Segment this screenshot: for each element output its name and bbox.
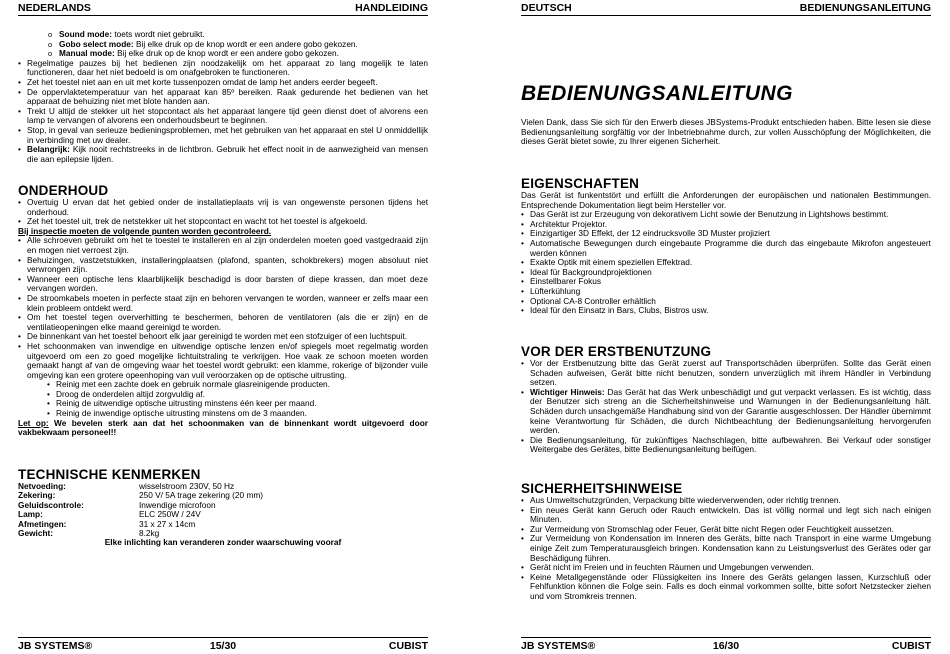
technische-section [18,467,428,548]
header-title: HANDLEIDING [355,2,428,14]
sicherheit-section [521,481,931,602]
spec-note: Elke inlichting kan veranderen zonder waarschuwing vooraf [104,537,342,548]
footer-product: CUBIST [388,640,428,652]
footer-page-number: 15/30 [209,640,237,652]
eigenschaften-section [521,176,931,316]
page-title: BEDIENUNGSANLEITUNG [521,82,794,105]
section-heading: VOR DER ERSTBENUTZUNG [521,344,712,359]
list-item: • Ein neues Gerät kann Geruch oder Rauch entwickeln. Das ist völlig normal und legt sich nach einigen Minuten. [521,506,931,525]
features-list [521,210,931,316]
onderhoud-list-a [18,198,428,227]
list-item: • Belangrijk: Kijk nooit rechtstreeks in de lichtbron. Gebruik het effect nooit in de aanwezigheid van mensen die aan epilepsie lijden. [18,145,428,164]
list-item: o Gobo select mode: Bij elke druk op de knop wordt er een andere gobo gekozen. [18,40,428,50]
list-item: • Optional CA-8 Controller erhältlich [521,297,931,307]
right-footer [521,637,931,653]
list-item: o Manual mode: Bij elke druk op de knop wordt er een andere gobo gekozen. [18,49,428,59]
list-item: • Behuizingen, vastzetstukken, installeringplaatsen (plafond, spanten, schokbrekers) mogen absoluut niet verwrongen zijn. [18,256,428,275]
list-item: • Wichtiger Hinweis: Das Gerät hat das Werk unbeschädigt und gut verpackt verlassen. Es ist wichtig, dass der Benutzer sich streng an die Sicherheitshinweise und Warnungen in der Bedienungsanleitung hält. Schäden durch unsachgemäße Handhabung sind von der Garantie ausgeschlossen. Der Händler übernimmt keine Verantwortung für Schäden, die durch Nichtbeachtung der Bedienungsanleitung hervorgerufen werden. [521,388,931,436]
left-header [18,1,428,16]
inspect-title: Bij inspectie moeten de volgende punten worden gecontroleerd. [18,225,272,236]
list-item: • Reinig met een zachte doek en gebruik normale glasreinigende producten. [18,380,428,390]
onderhoud-list-b [18,236,428,380]
list-item: • Overtuig U ervan dat het gebied onder de installatieplaats vrij is van ongewenste personen tijdens het onderhoud. [18,198,428,217]
list-item: • Zur Vermeidung von Kondensation im Inneren des Geräts, bitte nach Transport in eine warme Umgebung einige Zeit zum Temperaturausgleich bringen. Kondensation kann zu Leistungsverlust des Gerätes oder gar Beschädigung führen. [521,534,931,563]
table-row: Afmetingen: 31 x 27 x 14cm [18,518,196,529]
onderhoud-section [18,183,428,438]
list-item: • Droog de onderdelen altijd zorgvuldig af. [18,390,428,400]
list-item: • Zet het toestel niet aan en uit met korte tussenpozen omdat de lamp het anders eerder begeeft. [18,78,428,88]
right-header [521,1,931,16]
table-row: Netvoeding: wisselstroom 230V, 50 Hz [18,481,235,491]
list-item: • Het schoonmaken van inwendige en uitwendige optische lenzen en/of spiegels moet regelmatig worden uitgevoerd om een zo goed mogelijke lichtuitstraling te verkrijgen. Hoe vaak ze schoon moeten worden gemaakt hangt af van de omgeving waar het toestel wordt gebruikt: een klamme, rokerige of bijzonder vuile omgeving kan een grotere opeenhoping van vuil veroorzaken op de optische uitrusting. [18,342,428,380]
list-item: • Wanneer een optische lens klaarblijkelijk beschadigd is door barsten of diepe krassen, dan moet deze vervangen worden. [18,275,428,294]
section-heading: SICHERHEITSHINWEISE [521,481,683,496]
list-item: • Architektur Projektor. [521,220,931,230]
list-item: • Regelmatige pauzes bij het bedienen zijn noodzakelijk om het apparaat zo lang mogelijk te laten functioneren, daar het niet bedoeld is om onafgebroken te functioneren. [18,59,428,78]
section-heading: TECHNISCHE KENMERKEN [18,467,201,482]
list-item: • De oppervlaktetemperatuur van het apparaat kan 85º bereiken. Raak gedurende het bedienen van het apparaat de behuizing niet met blote handen aan. [18,88,428,107]
table-row: Lamp: ELC 250W / 24V [18,509,201,520]
left-top-section [18,30,428,164]
footer-product: CUBIST [891,640,931,652]
list-item: • Vor der Erstbenutzung bitte das Gerät zuerst auf Transportschäden überprüfen. Sollte das Gerät einen Schaden aufweisen, Gerät bitte nicht benutzen, sondern unverzüglich mit ihrem Händler in Verbindung setzen. [521,359,931,388]
right-page [521,0,931,654]
header-language: DEUTSCH [521,2,572,14]
section-heading: EIGENSCHAFTEN [521,176,640,191]
list-item: • Zet het toestel uit, trek de netstekker uit het stopcontact en wacht tot het toestel is afgekoeld. [18,217,428,227]
list-item: • De binnenkant van het toestel behoort elk jaar gereinigd te worden met een stofzuiger of een luchtspuit. [18,332,428,342]
list-item: • Die Bedienungsanleitung, für zukünftiges Nachschlagen, bitte aufbewahren. Bei Verkauf oder sonstiger Weitergabe des Gerätes, bitte Bedienungsanleitung beifügen. [521,436,931,455]
list-item: • Das Gerät ist zur Erzeugung von dekorativem Licht sowie der Benutzung in Lightshows bestimmt. [521,210,931,220]
header-title: BEDIENUNGSANLEITUNG [799,2,931,14]
usage-bullet-list [18,59,428,165]
intro-paragraph: Vielen Dank, dass Sie sich für den Erwerb dieses JBSystems-Produkt entschieden haben. Bitte lesen sie diese Bedienungsanleitung sorgfältig vor der Inbetriebnahme durch, zur vollen Ausschöpfung der Möglichkeiten, die dieses Gerät bietet sowie, zu Ihrer eigenen Sicherheit. [521,117,931,147]
list-item: • Einstellbarer Fokus [521,277,931,287]
header-language: NEDERLANDS [18,2,91,14]
list-item: • Exakte Optik mit einem speziellen Effektrad. [521,258,931,268]
list-item: • Alle schroeven gebruikt om het te toestel te installeren en al zijn onderdelen moeten goed vastgedraaid zijn en mogen niet verroest zijn. [18,236,428,255]
list-item: • Reinig de uitwendige optische uitrusting minstens één keer per maand. [18,399,428,409]
list-item: • Ideal für Backgroundprojektionen [521,268,931,278]
list-item: • Keine Metallgegenstände oder Flüssigkeiten ins Innere des Geräts gelangen lassen, Kurzschluß oder Fehlfunktion können die Folge sein. Falls es doch einmal vorkommen sollte, bitte sofort Netzstecker ziehen und vom Stromkreis trennen. [521,573,931,602]
list-item: • Stop, in geval van serieuze bedieningsproblemen, met het gebruiken van het apparaat en stel U onmiddellijk in verbinding met uw dealer. [18,126,428,145]
list-item: • De stroomkabels moeten in perfecte staat zijn en behoren vervangen te worden, wanneer er zelfs maar een klein probleem ontdekt werd. [18,294,428,313]
cleaning-sub-list [18,380,428,418]
list-item: • Reinig de inwendige optische uitrusting minstens om de 3 maanden. [18,409,428,419]
erstbenutzung-section [521,344,931,455]
section-heading: ONDERHOUD [18,183,109,198]
section-intro: Das Gerät ist funkentstört und erfüllt die Anforderungen der europäischen und nationalen Bestimmungen. Entsprechende Dokumentation liegt beim Hersteller vor. [521,190,931,210]
left-page [18,0,428,654]
spec-table [18,482,263,538]
onderhoud-note: Let op: We bevelen sterk aan dat het schoonmaken van de binnenkant wordt uitgevoerd door vakbekwaam personeel!! [18,417,428,438]
table-row: Geluidscontrole: Inwendige microfoon [18,499,216,510]
sicherheit-list [521,496,931,602]
footer-page-number: 16/30 [712,640,740,652]
footer-brand: JB SYSTEMS® [521,640,596,652]
list-item: • Lüfterkühlung [521,287,931,297]
left-footer [18,637,428,653]
list-item: • Om het toestel tegen oververhitting te beschermen, behoren de ventilatoren (als die er zijn) en de ventilatieopeningen elke maand gereinigd te worden. [18,313,428,332]
footer-brand: JB SYSTEMS® [18,640,93,652]
list-item: o Sound mode: toets wordt niet gebruikt. [18,30,428,40]
intro-section [521,82,931,147]
list-item: • Zur Vermeidung von Stromschlag oder Feuer, Gerät bitte nicht Regen oder Feuchtigkeit aussetzen. [521,525,931,535]
list-item: • Automatische Bewegungen durch eingebaute Programme die durch das eingebaute Mikrofon angesteuert werden können [521,239,931,258]
list-item: • Ideal für den Einsatz in Bars, Clubs, Bistros usw. [521,306,931,316]
list-item: • Einzigartiger 3D Effekt, der 12 eindrucksvolle 3D Muster projiziert [521,229,931,239]
list-item: • Aus Umweltschutzgründen, Verpackung bitte wiederverwenden, oder richtig trennen. [521,496,931,506]
table-row: Zekering: 250 V/ 5A trage zekering (20 mm) [18,490,264,501]
mode-sub-list [18,30,428,59]
table-row: Gewicht: 8.2kg [18,528,160,539]
list-item: • Trekt U altijd de stekker uit het stopcontact als het apparaat langere tijd geen dienst doet of alvorens een lamp te vervangen of alvorens een onderhoudsbeurt te beginnen. [18,107,428,126]
erstbenutzung-list [521,359,931,455]
list-item: • Gerät nicht im Freien und in feuchten Räumen und Umgebungen verwenden. [521,563,931,573]
